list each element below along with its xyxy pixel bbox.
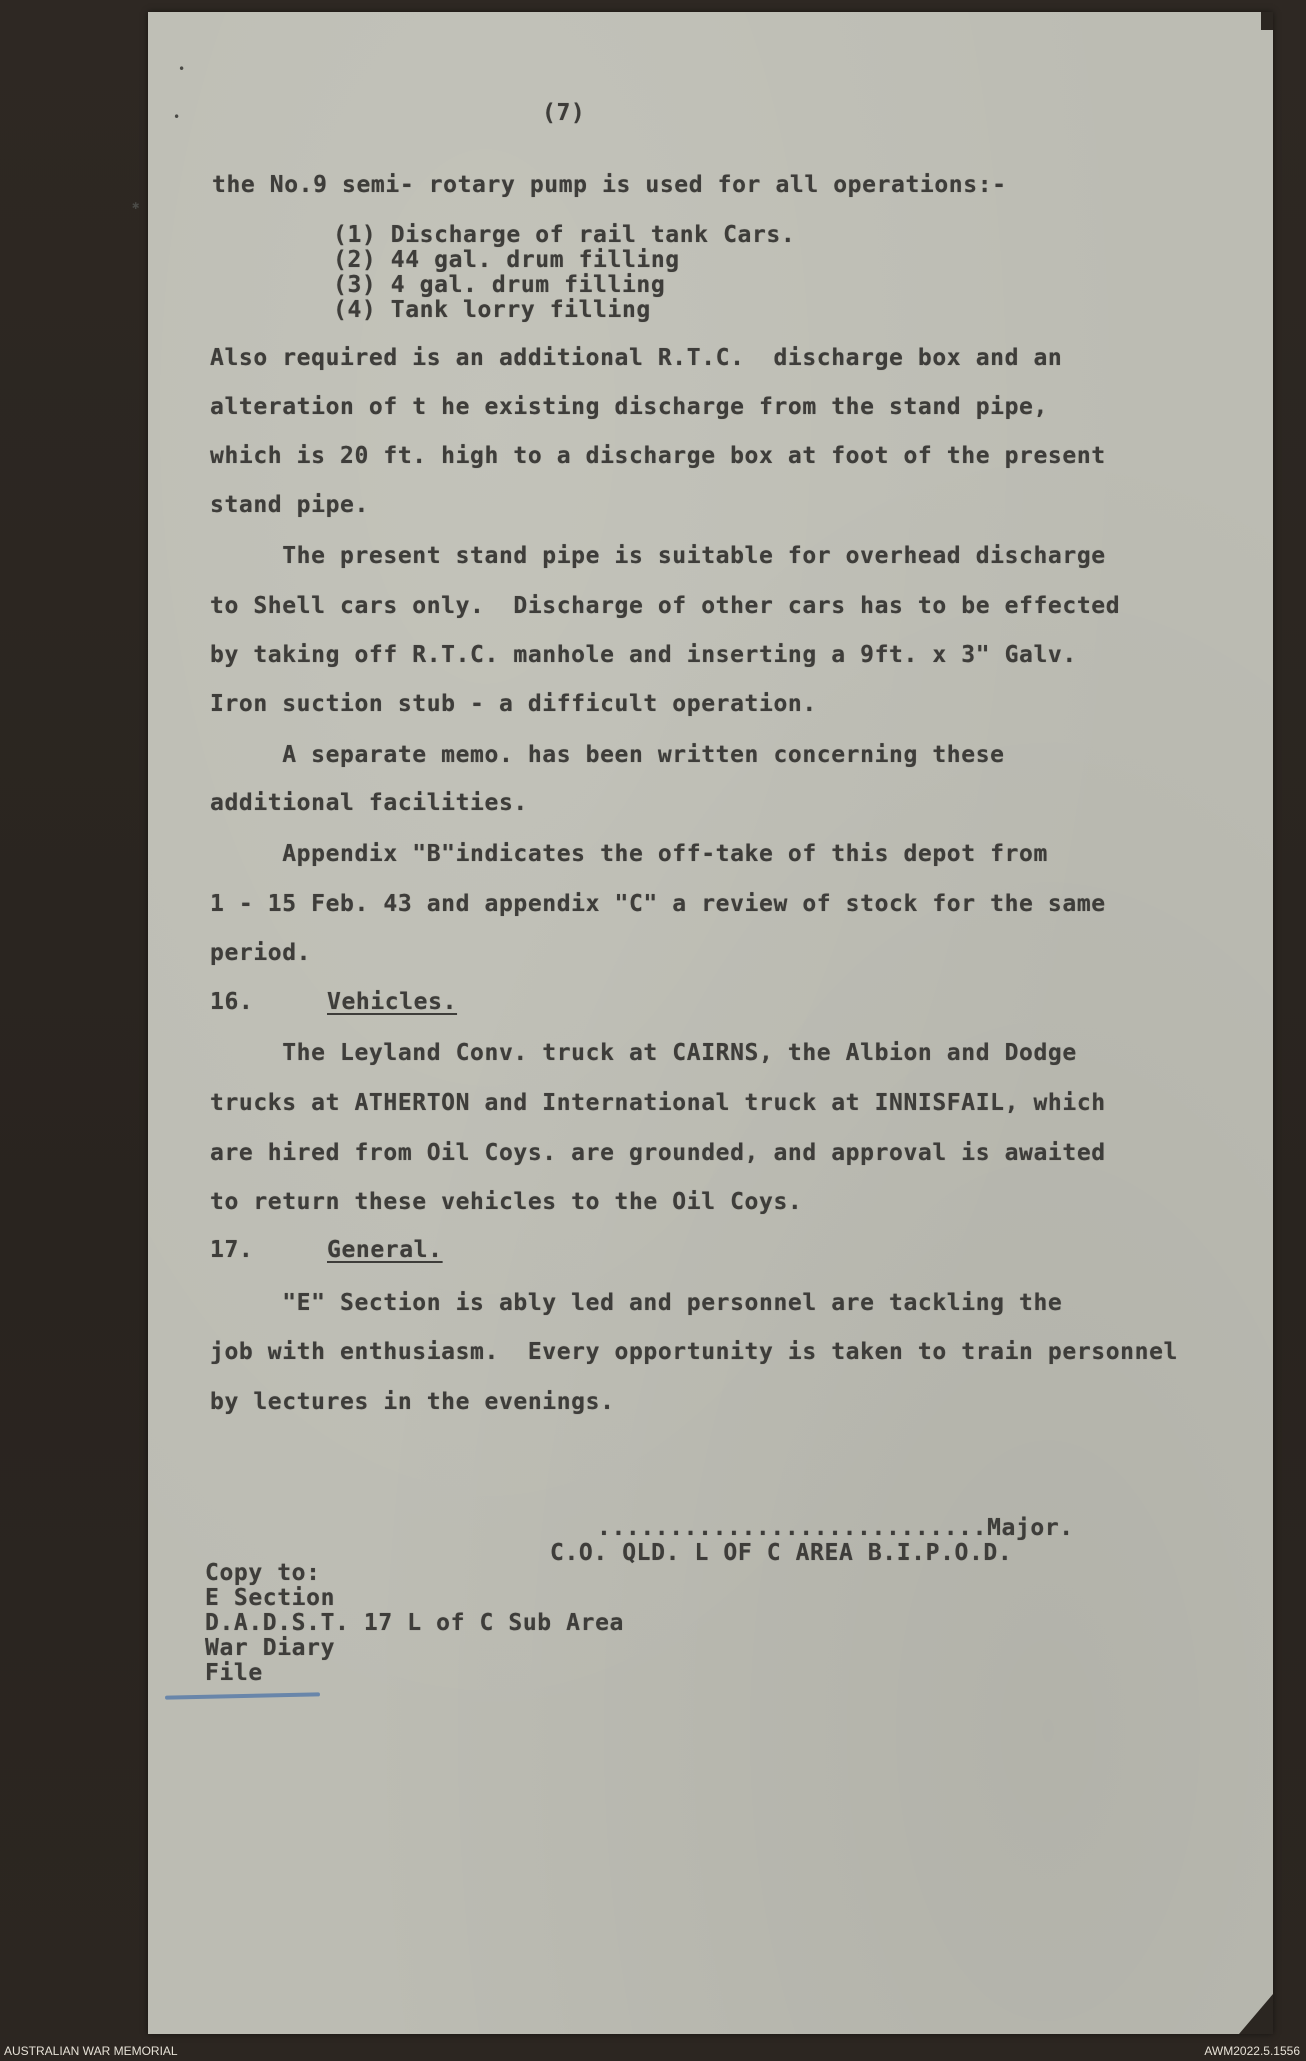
paragraph-line: A separate memo. has been written concerning these: [210, 742, 1005, 768]
paragraph-line: "E" Section is ably led and personnel are tackling the: [210, 1290, 1063, 1316]
list-item: (4) Tank lorry filling: [333, 297, 651, 323]
copy-recipient: D.A.D.S.T. 17 L of C Sub Area: [205, 1610, 624, 1636]
paragraph-line: are hired from Oil Coys. are grounded, and approval is awaited: [210, 1140, 1106, 1166]
list-item: (2) 44 gal. drum filling: [333, 247, 680, 273]
paragraph-line: by lectures in the evenings.: [210, 1389, 615, 1415]
section-heading: Vehicles.: [327, 989, 458, 1015]
section-number: 16.: [210, 989, 254, 1015]
signature-line: ...........................Major.: [597, 1515, 1074, 1541]
paragraph-line: job with enthusiasm. Every opportunity is taken to train personnel: [210, 1339, 1178, 1365]
copy-recipient: File: [205, 1660, 263, 1686]
paragraph-line: period.: [210, 940, 312, 966]
paragraph-line: Iron suction stub - a difficult operation.: [210, 691, 817, 717]
copy-recipient: War Diary: [205, 1635, 336, 1661]
margin-mark: •: [173, 110, 181, 124]
section-number: 17.: [210, 1237, 254, 1263]
paragraph-line: by taking off R.T.C. manhole and inserting a 9ft. x 3" Galv.: [210, 642, 1077, 668]
intro-line: the No.9 semi- rotary pump is used for all operations:-: [212, 172, 1007, 198]
paragraph-line: alteration of t he existing discharge from the stand pipe,: [210, 394, 1048, 420]
paragraph-line: to Shell cars only. Discharge of other cars has to be effected: [210, 593, 1121, 619]
paragraph-line: which is 20 ft. high to a discharge box at foot of the present: [210, 443, 1106, 469]
margin-mark: •: [178, 62, 186, 76]
paragraph-line: to return these vehicles to the Oil Coys.: [210, 1189, 803, 1215]
paragraph-line: 1 - 15 Feb. 43 and appendix "C" a review of stock for the same: [210, 891, 1106, 917]
signatory-title: C.O. QLD. L OF C AREA B.I.P.O.D.: [550, 1540, 1013, 1566]
paragraph-line: additional facilities.: [210, 790, 528, 816]
paragraph-line: The Leyland Conv. truck at CAIRNS, the Albion and Dodge: [210, 1040, 1077, 1066]
copy-to-label: Copy to:: [205, 1560, 321, 1586]
list-item: (1) Discharge of rail tank Cars.: [333, 222, 796, 248]
archive-reference: AWM2022.5.1556: [1204, 2044, 1300, 2058]
paragraph-line: Appendix "B"indicates the off-take of this depot from: [210, 841, 1048, 867]
paper-edge-notch: [1261, 12, 1273, 30]
paragraph-line: trucks at ATHERTON and International truck at INNISFAIL, which: [210, 1090, 1106, 1116]
section-heading: General.: [327, 1237, 443, 1263]
paragraph-line: The present stand pipe is suitable for overhead discharge: [210, 543, 1106, 569]
margin-mark: ✱: [132, 198, 140, 212]
list-item: (3) 4 gal. drum filling: [333, 272, 666, 298]
paragraph-line: Also required is an additional R.T.C. discharge box and an: [210, 345, 1063, 371]
paragraph-line: stand pipe.: [210, 492, 369, 518]
archive-credit: AUSTRALIAN WAR MEMORIAL: [4, 2044, 178, 2058]
paper-corner-fold: [1239, 1994, 1273, 2034]
document-page: [148, 12, 1273, 2034]
page-number: (7): [542, 100, 586, 126]
copy-recipient: E Section: [205, 1585, 336, 1611]
